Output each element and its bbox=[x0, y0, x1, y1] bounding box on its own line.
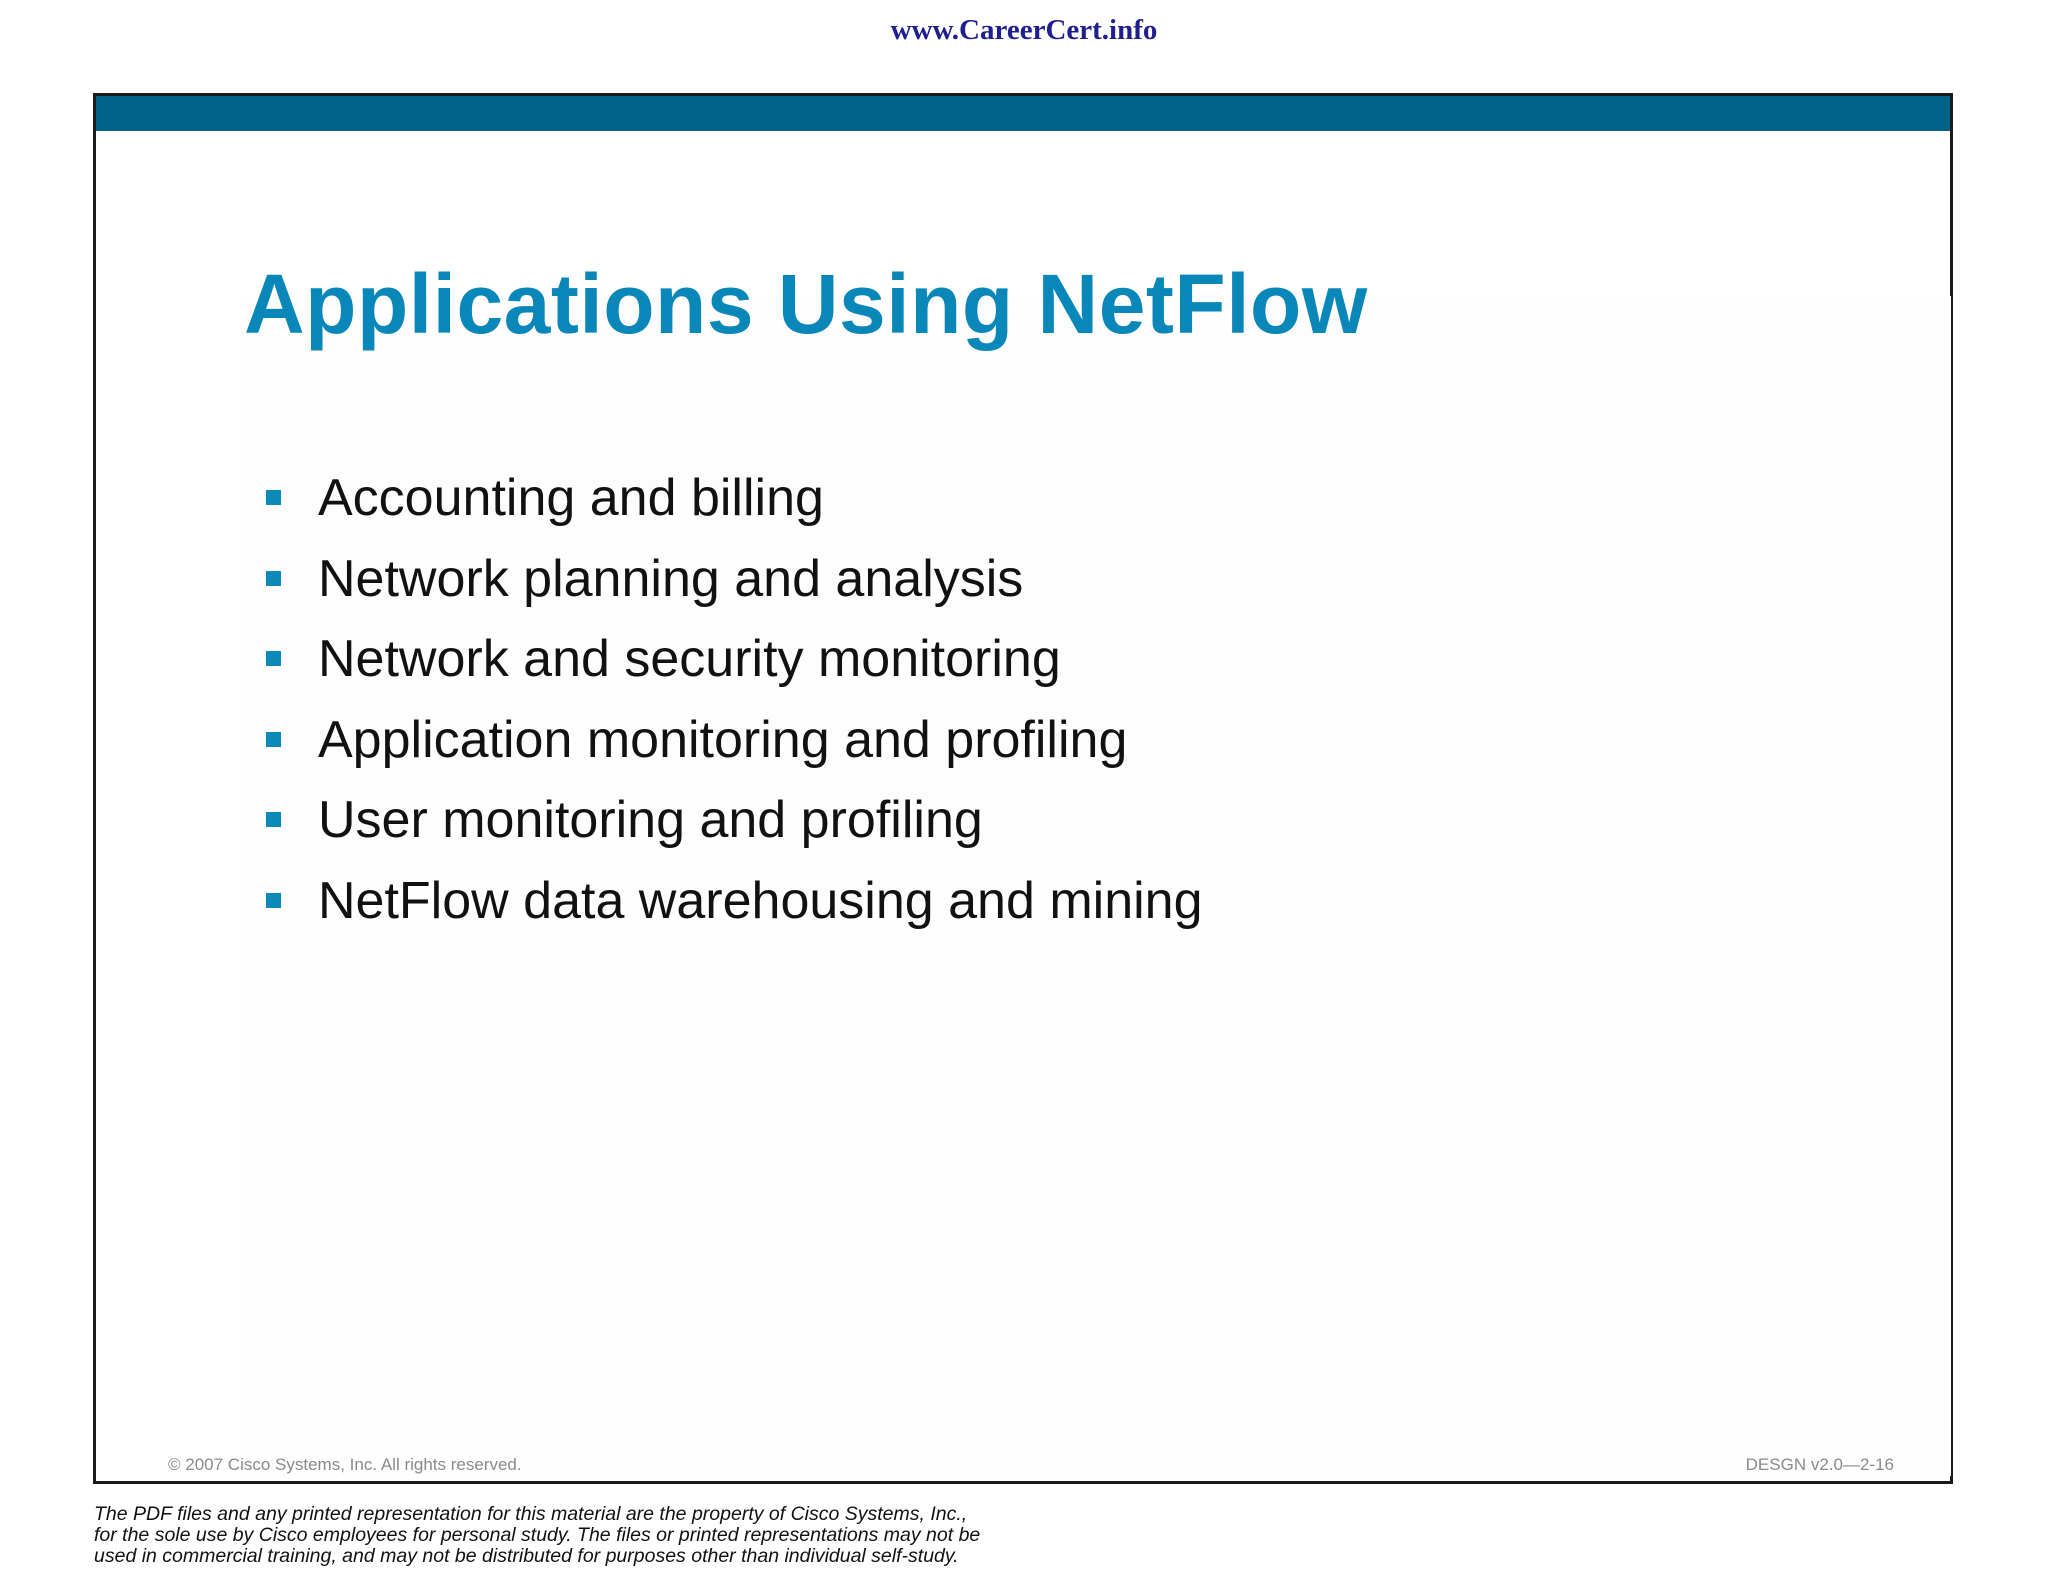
bullet-item bbox=[264, 700, 1203, 781]
square-bullet-icon bbox=[266, 732, 281, 747]
bullet-list bbox=[264, 458, 1203, 941]
bullet-item bbox=[264, 861, 1203, 942]
bullet-text: Accounting and billing bbox=[318, 469, 824, 527]
slide-header-bar bbox=[96, 96, 1950, 131]
disclaimer-line: used in commercial training, and may not be distributed for purposes other than individual self-study. bbox=[94, 1545, 959, 1567]
square-bullet-icon bbox=[266, 571, 281, 586]
bullet-item bbox=[264, 780, 1203, 861]
bullet-text: User monitoring and profiling bbox=[318, 791, 983, 849]
copyright-notice: © 2007 Cisco Systems, Inc. All rights reserved. bbox=[168, 1455, 522, 1474]
bullet-item bbox=[264, 619, 1203, 700]
bullet-text: Network planning and analysis bbox=[318, 549, 1024, 608]
square-bullet-icon bbox=[266, 893, 281, 908]
bullet-item bbox=[264, 539, 1203, 620]
bullet-text: NetFlow data warehousing and mining bbox=[318, 871, 1203, 930]
disclaimer-line: The PDF files and any printed representation for this material are the property of Cisco Systems, Inc., bbox=[94, 1503, 968, 1525]
bullet-text: Network and security monitoring bbox=[318, 630, 1061, 688]
slide-title: Applications Using NetFlow bbox=[244, 257, 1368, 351]
square-bullet-icon bbox=[266, 651, 281, 666]
disclaimer bbox=[94, 1504, 980, 1567]
slide-code: DESGN v2.0—2-16 bbox=[1745, 1455, 1894, 1474]
disclaimer-line: for the sole use by Cisco employees for personal study. The files or printed representations may not be bbox=[94, 1524, 981, 1546]
bullet-item bbox=[264, 458, 1203, 539]
bullet-text: Application monitoring and profiling bbox=[318, 710, 1128, 769]
slide-frame bbox=[93, 93, 1953, 1484]
square-bullet-icon bbox=[266, 812, 281, 827]
square-bullet-icon bbox=[266, 490, 281, 505]
site-link[interactable]: www.CareerCert.info bbox=[890, 14, 1158, 46]
